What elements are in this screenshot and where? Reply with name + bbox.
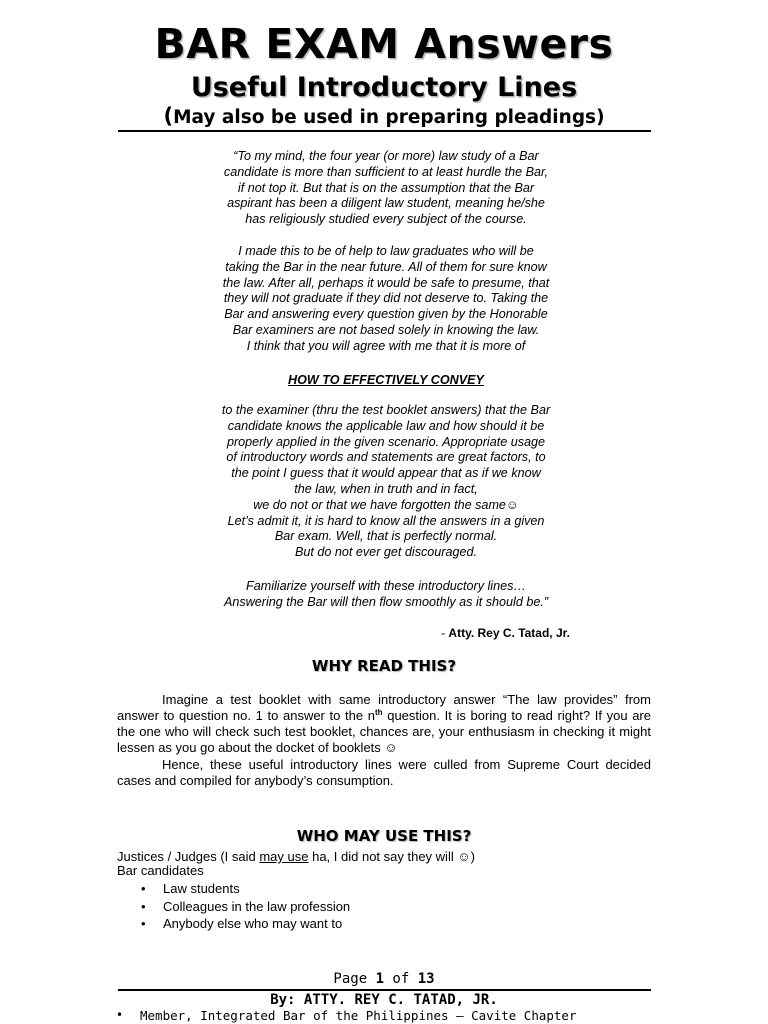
quote-line: But do not ever get discouraged. <box>294 545 478 560</box>
quote-paragraph-4 <box>186 579 586 611</box>
page-number-of: of <box>384 971 418 987</box>
who-line-2: Bar candidates <box>117 863 204 878</box>
who-line-1-start: Justices / Judges (I said <box>117 849 260 864</box>
page-number-label: Page <box>333 971 376 987</box>
quote-line: properly applied in the given scenario. Appropriate usage <box>226 434 546 449</box>
quote-line: we do not or that we have forgotten the same☺ <box>253 497 519 512</box>
quote-line: the law, when in truth and in fact, <box>294 481 478 496</box>
quote-line: Let’s admit it, it is hard to know all the answers in a given <box>227 513 545 528</box>
quote-line: Bar and answering every question given by the Honorable <box>224 307 548 322</box>
quote-line: I made this to be of help to law graduates who will be <box>238 244 534 258</box>
quote-line: taking the Bar in the near future. All of them for sure know <box>225 259 547 274</box>
list-item: • Anybody else who may want to <box>117 915 350 933</box>
quote-line: Answering the Bar will then flow smoothly as it should be.” <box>223 594 549 609</box>
quote-line: has religiously studied every subject of the course. <box>245 212 527 227</box>
document-title: BAR EXAM Answers <box>154 20 614 68</box>
quote-line: “To my mind, the four year (or more) law study of a Bar <box>233 149 539 163</box>
quote-line: the law. After all, perhaps it would be safe to presume, that <box>222 275 550 290</box>
footer-author: By: ATTY. REY C. TATAD, JR. <box>270 992 498 1008</box>
header-divider <box>118 130 651 132</box>
why-paragraph-1 <box>117 692 651 756</box>
signature-dash: - <box>441 626 449 640</box>
quote-line: the point I guess that it would appear that as if we know <box>231 466 541 481</box>
who-bullet-list <box>117 880 350 933</box>
quote-line: aspirant has been a diligent law student, meaning he/she <box>227 196 545 211</box>
page-number-current: 1 <box>375 971 384 987</box>
quote-line: I think that you will agree with me that it is more of <box>246 338 526 353</box>
quote-line: if not top it. But that is on the assumption that the Bar <box>237 180 535 195</box>
quote-signature <box>360 625 570 641</box>
document-subtitle-note <box>0 103 768 131</box>
quote-paragraph-2 <box>186 244 586 355</box>
quote-line: Bar exam. Well, that is perfectly normal. <box>274 529 498 544</box>
quote-line: candidate is more than sufficient to at least hurdle the Bar, <box>223 164 549 179</box>
quote-paragraph-3 <box>186 403 586 561</box>
page-number-total: 13 <box>417 971 435 987</box>
why-read-heading: WHY READ THIS? <box>311 657 457 675</box>
who-line-1-underlined: may use <box>259 849 309 864</box>
why-p1-text: Imagine a test booklet with same introductory answer “The law provides” from answer to question no. 1 to answer to the n <box>117 692 651 723</box>
quote-line: candidate knows the applicable law and how should it be <box>227 418 545 433</box>
quote-line: Familiarize yourself with these introductory lines… <box>246 579 526 593</box>
who-may-use-heading: WHO MAY USE THIS? <box>296 827 472 845</box>
why-p1-superscript: th <box>375 708 383 717</box>
quote-line: Bar examiners are not based solely in knowing the law. <box>232 322 540 337</box>
page-number <box>0 970 768 988</box>
document-subtitle: Useful Introductory Lines <box>190 72 578 103</box>
quote-line: of introductory words and statements are great factors, to <box>226 450 546 465</box>
why-p1-text-cont: question. It is boring to read right? If you are the one who will check such test booklet, chances are, your enthusiasm in checking it might lessen as you go about the docket of booklets ☺ <box>117 708 651 755</box>
why-paragraph-2: Hence, these useful introductory lines were culled from Supreme Court decided cases and compiled for anybody’s consumption. <box>117 757 651 788</box>
footer-bullet-icon: • <box>116 1008 124 1022</box>
footer-membership: Member, Integrated Bar of the Philippines – Cavite Chapter <box>140 1008 577 1023</box>
subtitle-note-text: May also be used in preparing pleadings) <box>173 107 605 128</box>
quote-emphasis-heading: HOW TO EFFECTIVELY CONVEY <box>288 373 484 387</box>
quote-paragraph-1 <box>186 149 586 228</box>
who-line-1-end: ha, I did not say they will ☺) <box>308 849 475 864</box>
quote-line: to the examiner (thru the test booklet answers) that the Bar <box>221 403 551 417</box>
quote-line: they will not graduate if they did not deserve to. Taking the <box>223 291 549 306</box>
signature-name: Atty. Rey C. Tatad, Jr. <box>448 626 570 640</box>
list-item: • Colleagues in the law profession <box>117 898 350 916</box>
list-item: • Law students <box>117 880 350 898</box>
subtitle-note-paren: ( <box>163 104 174 128</box>
